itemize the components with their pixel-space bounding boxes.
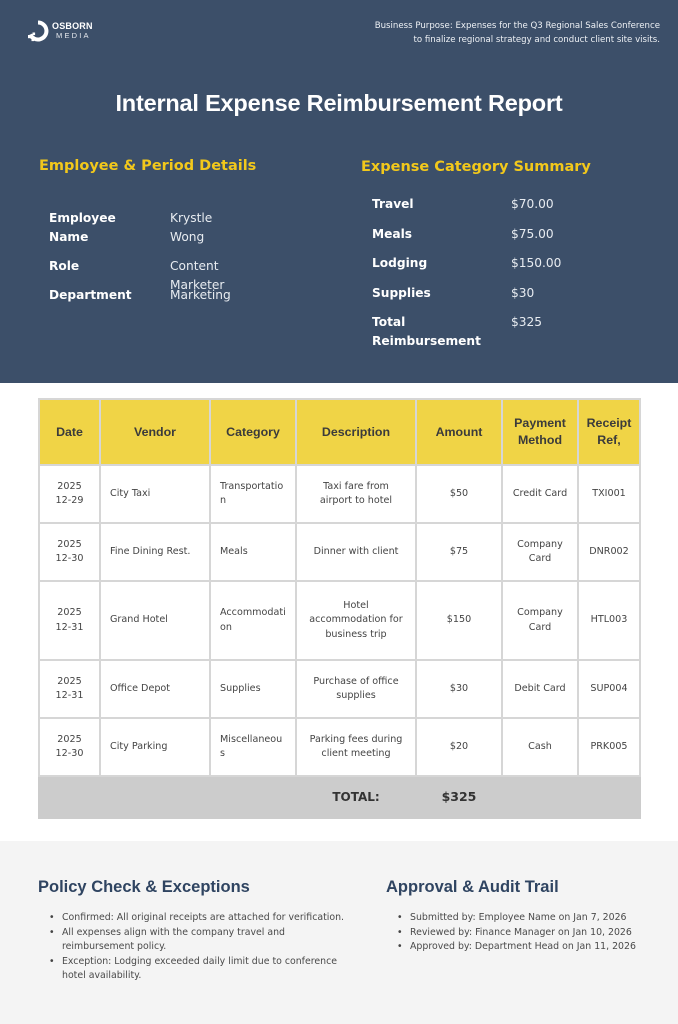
amount-cell: $50 <box>416 465 502 523</box>
payment-method-cell: Company Card <box>502 581 578 660</box>
vendor-cell: City Parking <box>100 718 210 776</box>
list-item: • Approved by: Department Head on Jan 11, 2026 <box>397 940 667 955</box>
description-cell: Hotel accommodation for business trip <box>296 581 416 660</box>
description-cell: Parking fees during client meeting <box>296 718 416 776</box>
total-label: TOTAL: <box>296 776 416 818</box>
audit-list <box>397 911 667 955</box>
column-header-receipt-ref: Receipt Ref, <box>578 399 640 465</box>
table-row <box>39 660 640 718</box>
description-cell: Purchase of office supplies <box>296 660 416 718</box>
date-cell: 2025 12-31 <box>39 660 100 718</box>
category-cell: Meals <box>210 523 296 581</box>
osborn-media-logo-icon <box>27 20 49 42</box>
list-item: • Confirmed: All original receipts are attached for verification. <box>49 911 349 926</box>
column-header-date: Date <box>39 399 100 465</box>
column-header-description: Description <box>296 399 416 465</box>
role-value: Content Marketer <box>170 259 225 292</box>
table-header-row <box>39 399 640 465</box>
description-cell: Dinner with client <box>296 523 416 581</box>
date-cell: 2025 12-30 <box>39 523 100 581</box>
table-row <box>39 718 640 776</box>
brand-name: OSBORN <box>52 21 93 31</box>
table-total-row <box>39 776 640 818</box>
description-cell: Taxi fare from airport to hotel <box>296 465 416 523</box>
category-cell: Accommodation <box>210 581 296 660</box>
payment-method-cell: Company Card <box>502 523 578 581</box>
policy-heading: Policy Check & Exceptions <box>38 878 250 896</box>
payment-method-cell: Debit Card <box>502 660 578 718</box>
receipt-ref-cell: PRK005 <box>578 718 640 776</box>
vendor-cell: Fine Dining Rest. <box>100 523 210 581</box>
receipt-ref-cell: DNR002 <box>578 523 640 581</box>
table-row <box>39 523 640 581</box>
vendor-cell: City Taxi <box>100 465 210 523</box>
column-header-amount: Amount <box>416 399 502 465</box>
business-purpose: Business Purpose: Expenses for the Q3 Regional Sales Conference to finalize regional strategy and conduct client site visits. <box>374 21 660 45</box>
category-cell: Miscellaneous <box>210 718 296 776</box>
vendor-cell: Grand Hotel <box>100 581 210 660</box>
payment-method-cell: Cash <box>502 718 578 776</box>
list-item: • Submitted by: Employee Name on Jan 7, 2026 <box>397 911 667 926</box>
brand-subname: MEDIA <box>56 31 91 40</box>
payment-method-cell: Credit Card <box>502 465 578 523</box>
list-item: • Exception: Lodging exceeded daily limit due to conference hotel availability. <box>49 955 349 984</box>
amount-cell: $30 <box>416 660 502 718</box>
receipt-ref-cell: HTL003 <box>578 581 640 660</box>
column-header-category: Category <box>210 399 296 465</box>
category-cell: Transportation <box>210 465 296 523</box>
policy-list <box>49 911 349 984</box>
receipt-ref-cell: TXI001 <box>578 465 640 523</box>
total-value: $325 <box>416 776 502 818</box>
report-title: Internal Expense Reimbursement Report <box>115 90 563 116</box>
column-header-payment-method: Payment Method <box>502 399 578 465</box>
employee-details-heading: Employee & Period Details <box>39 158 257 174</box>
receipt-ref-cell: SUP004 <box>578 660 640 718</box>
report-header: OSBORN MEDIA Business Purpose: Expenses for the Q3 Regional Sales Conference to finalize regional strategy and conduct client site visits. Internal Expense Reimbursement Report Employee & Period Details Expense Category Summary Employee Name Krystle Wong Role Content Marketer Department Marketing Travel $70.00 Meals $75.00 Lodging $150.00 Supplies $30 Total Reimbursement $325 <box>0 0 678 383</box>
date-cell: 2025 12-30 <box>39 718 100 776</box>
date-cell: 2025 12-31 <box>39 581 100 660</box>
expense-table <box>38 398 639 819</box>
audit-heading: Approval & Audit Trail <box>386 878 559 896</box>
amount-cell: $20 <box>416 718 502 776</box>
vendor-cell: Office Depot <box>100 660 210 718</box>
amount-cell: $75 <box>416 523 502 581</box>
date-cell: 2025 12-29 <box>39 465 100 523</box>
department-value: Marketing <box>170 288 231 302</box>
column-header-vendor: Vendor <box>100 399 210 465</box>
table-row <box>39 581 640 660</box>
list-item: • All expenses align with the company travel and reimbursement policy. <box>49 926 349 955</box>
table-row <box>39 465 640 523</box>
employee-name-value: Krystle Wong <box>170 211 213 244</box>
report-footer <box>0 841 678 1024</box>
category-cell: Supplies <box>210 660 296 718</box>
list-item: • Reviewed by: Finance Manager on Jan 10, 2026 <box>397 926 667 941</box>
expense-summary-heading: Expense Category Summary <box>361 159 591 175</box>
amount-cell: $150 <box>416 581 502 660</box>
brand-logo <box>27 20 93 42</box>
